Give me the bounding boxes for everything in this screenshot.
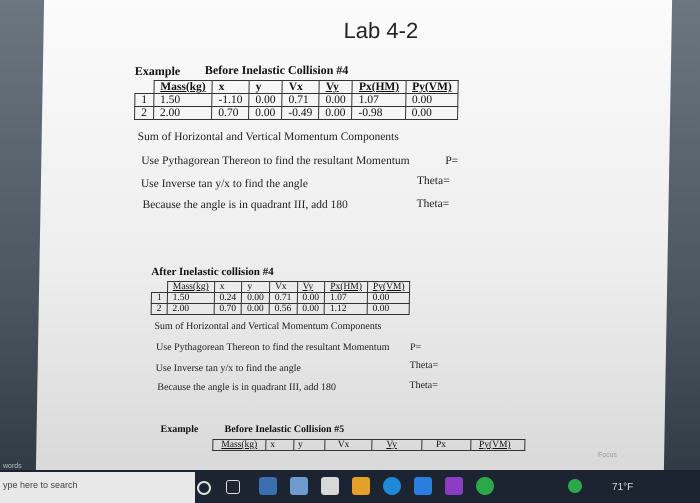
table-cell: 0.24 <box>214 293 242 304</box>
header-px: Px(HM) <box>352 81 405 94</box>
header-py: Py(VM) <box>470 440 525 451</box>
inverse-tan-text: Use Inverse tan y/x to find the angle <box>140 178 309 190</box>
search-input[interactable]: ype here to search <box>3 480 78 490</box>
table-cell: 0.00 <box>241 304 269 315</box>
header-px: Px(HM) <box>325 282 368 293</box>
header-x: x <box>266 440 294 451</box>
quadrant-text: Because the angle is in quadrant III, add 180 <box>142 199 348 211</box>
table-header-row <box>151 282 410 293</box>
header-y: y <box>249 81 282 94</box>
tablet-app-icon[interactable] <box>259 477 277 495</box>
word-app-icon[interactable] <box>414 477 432 495</box>
example-label: Example <box>160 424 199 435</box>
header-vy: Vy <box>319 81 352 94</box>
dollar-app-icon[interactable] <box>352 477 370 495</box>
search-box[interactable] <box>0 472 195 503</box>
table-cell: 1 <box>151 293 167 304</box>
table-header-row <box>135 81 458 94</box>
table-cell: 0.00 <box>242 293 270 304</box>
calendar-app-icon[interactable] <box>290 477 308 495</box>
inverse-tan-text: Use Inverse tan y/x to find the angle <box>155 363 302 374</box>
table-cell: 0.00 <box>297 304 325 315</box>
table-cell: 0.70 <box>214 304 242 315</box>
sum-text: Sum of Horizontal and Vertical Momentum Components <box>137 131 399 143</box>
header-vy: Vy <box>297 282 325 293</box>
table-cell: 0.00 <box>367 304 410 315</box>
before-heading: Before Inelastic Collision #4 <box>204 63 349 77</box>
table-cell: 0.00 <box>319 94 352 107</box>
table-cell: 0.00 <box>249 94 282 107</box>
p-label: P= <box>445 155 459 167</box>
header-vx: Vx <box>269 282 297 293</box>
after-table <box>151 281 411 315</box>
table-cell: -1.10 <box>212 94 249 107</box>
header-py: Py(VM) <box>367 282 410 293</box>
table-cell: 2 <box>135 107 154 120</box>
header-vx: Vx <box>282 81 319 94</box>
table-cell: 2 <box>151 304 167 315</box>
table-cell: 0.00 <box>297 293 325 304</box>
header-mass: Mass(kg) <box>213 440 266 451</box>
amazon-app-icon[interactable] <box>321 477 339 495</box>
header-py: Py(VM) <box>406 81 459 94</box>
theta-label: Theta= <box>409 380 438 391</box>
p-label: P= <box>409 342 422 353</box>
table-cell: 1.50 <box>153 94 212 107</box>
task-view-icon[interactable] <box>226 480 240 494</box>
header-y: y <box>293 440 325 451</box>
table-row <box>135 107 458 120</box>
table-cell: 1.07 <box>324 293 367 304</box>
theta-label: Theta= <box>416 198 450 210</box>
edge-browser-icon[interactable] <box>383 477 401 495</box>
header-px: Px <box>421 440 470 451</box>
header-vx: Vx <box>325 440 372 451</box>
header-mass: Mass(kg) <box>154 81 213 94</box>
document-page <box>36 0 672 470</box>
table-row <box>151 293 410 304</box>
temperature-readout: 71°F <box>612 482 634 493</box>
table-cell: 0.71 <box>282 94 319 107</box>
pythagorean-text: Use Pythagorean Thereon to find the resultant Momentum <box>155 342 390 353</box>
table-header-row <box>213 440 525 451</box>
table-cell: 0.70 <box>212 107 249 120</box>
table-cell: 2.00 <box>153 107 212 120</box>
header-mass: Mass(kg) <box>167 282 214 293</box>
table-cell: 0.00 <box>405 107 458 120</box>
header-x: x <box>214 282 242 293</box>
table-cell: 1.07 <box>352 94 405 107</box>
example5-heading: Before Inelastic Collision #5 <box>224 424 345 435</box>
header-vy: Vy <box>372 440 422 451</box>
example5-table <box>212 439 526 451</box>
table-cell: 0.56 <box>269 304 297 315</box>
table-cell: 1 <box>135 94 154 107</box>
theta-label: Theta= <box>416 175 450 187</box>
sum-text: Sum of Horizontal and Vertical Momentum Components <box>154 321 382 332</box>
quadrant-text: Because the angle is in quadrant III, add 180 <box>157 382 336 393</box>
table-cell: 0.00 <box>367 293 410 304</box>
table-cell: 0.71 <box>269 293 297 304</box>
page-title: Lab 4-2 <box>343 18 419 43</box>
table-row <box>135 94 458 107</box>
table-cell: 1.12 <box>324 304 367 315</box>
theta-label: Theta= <box>409 360 439 371</box>
table-cell: 0.00 <box>405 94 458 107</box>
after-heading: After Inelastic collision #4 <box>151 266 274 278</box>
table-cell: 1.50 <box>167 293 214 304</box>
table-cell: 0.00 <box>249 107 282 120</box>
pythagorean-text: Use Pythagorean Thereon to find the resultant Momentum <box>141 155 410 167</box>
words-label: words <box>3 463 22 470</box>
example-label: Example <box>134 64 181 78</box>
header-y: y <box>242 282 270 293</box>
header-x: x <box>212 81 249 94</box>
table-cell: -0.49 <box>282 107 319 120</box>
table-cell: 0.00 <box>319 107 352 120</box>
table-cell: 2.00 <box>167 304 214 315</box>
weather-icon[interactable] <box>568 479 582 493</box>
app-icon[interactable] <box>445 477 463 495</box>
cortana-icon[interactable] <box>197 481 211 495</box>
table-cell: -0.98 <box>352 107 405 120</box>
chrome-browser-icon[interactable] <box>476 477 494 495</box>
before-table <box>134 80 459 120</box>
focus-label: Focus <box>598 452 618 459</box>
table-row <box>151 304 410 315</box>
